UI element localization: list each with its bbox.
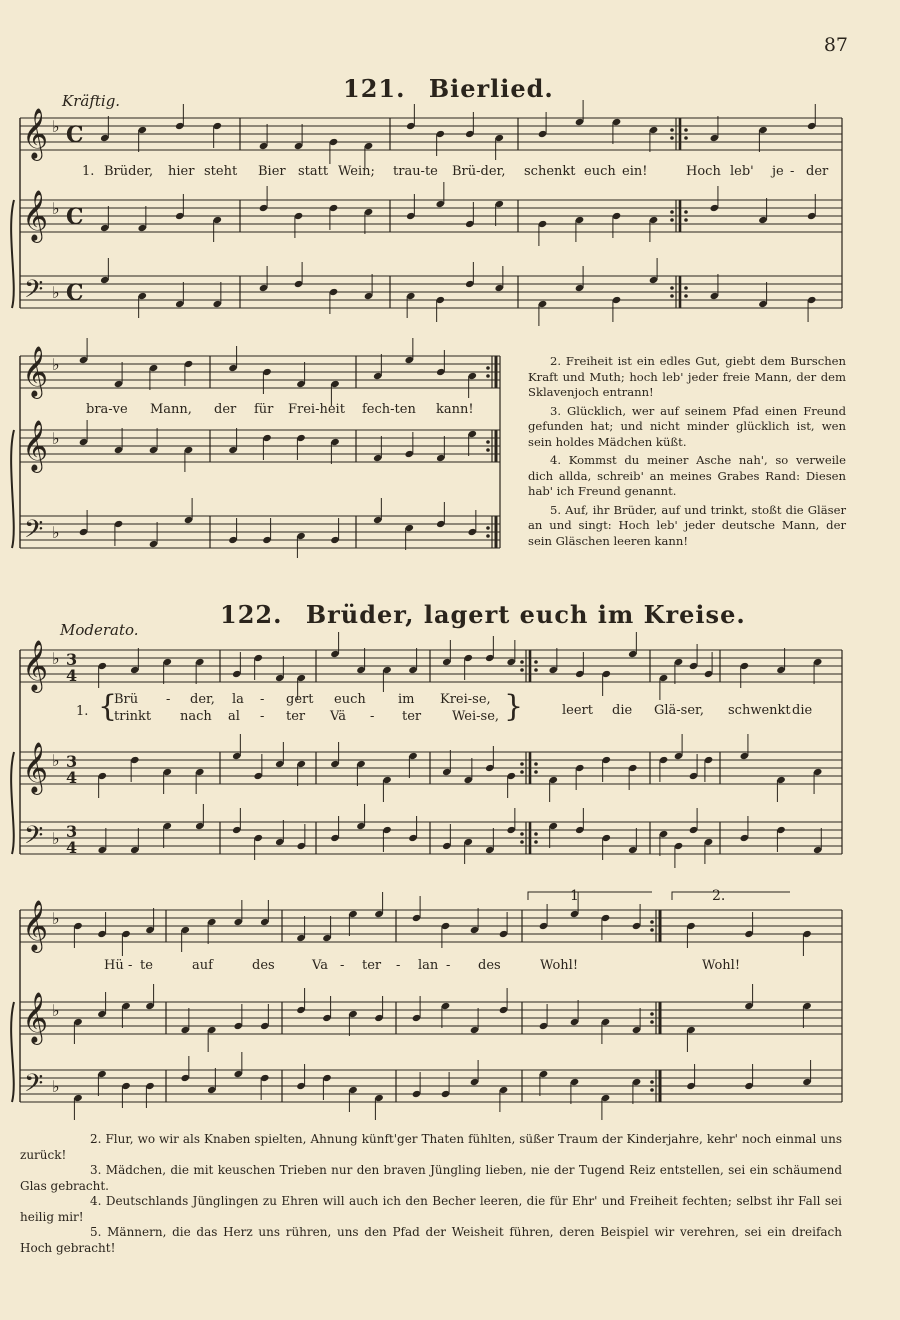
- lyric-word: euch: [334, 692, 366, 707]
- staff-brace: [11, 752, 14, 854]
- lyric-word: je: [772, 164, 784, 179]
- lyric-word: ter: [286, 709, 306, 724]
- repeat-dot: [650, 1012, 654, 1016]
- staff-brace: [11, 200, 14, 308]
- repeat-dot: [486, 448, 490, 452]
- repeat-dot: [670, 128, 674, 132]
- lyric-word: Hü: [104, 958, 124, 973]
- repeat-dot: [520, 770, 524, 774]
- lyric-word: -: [396, 958, 401, 973]
- time-signature: C: [66, 204, 84, 230]
- verse-5: 5. Auf, ihr Brüder, auf und trinkt, stoßt die Gläser an und singt: Hoch leb' jeder deutsche Mann, der sein Gläschen leeren kann!: [528, 502, 846, 548]
- repeat-dot: [534, 762, 538, 766]
- lyric-word: schenkt: [524, 164, 576, 179]
- lyric-word: al: [228, 709, 240, 724]
- brace-close: }: [504, 689, 524, 724]
- time-signature: 4: [66, 666, 78, 685]
- lyric-word: -: [166, 692, 171, 707]
- staff-brace: [11, 430, 14, 548]
- flat-sign: ♭: [52, 355, 60, 374]
- lyric-word: Vä: [330, 709, 346, 724]
- song-122-verses: [20, 1132, 842, 1256]
- repeat-dot: [670, 136, 674, 140]
- lyric-word: -: [128, 958, 133, 973]
- verse-3: 3. Glücklich, wer auf seinem Pfad einen Freund gefunden hat; und nicht minder glücklich ist, wen sein holdes Mädchen küßt.: [528, 403, 846, 449]
- flat-sign: ♭: [52, 523, 60, 542]
- repeat-dot: [520, 668, 524, 672]
- lyric-word: Bier: [258, 164, 286, 179]
- lyric-word: Brüder,: [104, 164, 154, 179]
- lyric-word: Hoch: [686, 164, 721, 179]
- flat-sign: ♭: [52, 649, 60, 668]
- lyric-word: schwenkt: [728, 703, 791, 718]
- treble-clef: 𝄞: [22, 900, 49, 951]
- flat-sign: ♭: [52, 751, 60, 770]
- brace-open: {: [98, 689, 118, 724]
- repeat-dot: [650, 928, 654, 932]
- lyric-word: leert: [562, 703, 593, 718]
- repeat-dot: [534, 668, 538, 672]
- lyric-word: des: [478, 958, 501, 973]
- flat-sign: ♭: [52, 117, 60, 136]
- lyric-word: leb': [730, 164, 754, 179]
- bass-clef: 𝄢: [24, 821, 44, 856]
- lyric-word: 1.: [82, 164, 95, 179]
- flat-sign: ♭: [52, 1001, 60, 1020]
- lyric-word: Va: [312, 958, 328, 973]
- repeat-dot: [684, 210, 688, 214]
- volta-bracket: [528, 892, 652, 900]
- lyric-word: ein!: [622, 164, 648, 179]
- lyric-word: Wein;: [338, 164, 375, 179]
- time-signature: C: [66, 280, 84, 306]
- repeat-dot: [684, 128, 688, 132]
- repeat-dot: [650, 1088, 654, 1092]
- lyric-word: Wohl!: [702, 958, 741, 973]
- flat-sign: ♭: [52, 829, 60, 848]
- repeat-dot: [534, 770, 538, 774]
- lyric-word: hier: [168, 164, 195, 179]
- flat-sign: ♭: [52, 1077, 60, 1096]
- time-signature: 4: [66, 838, 78, 857]
- repeat-dot: [534, 832, 538, 836]
- repeat-dot: [534, 660, 538, 664]
- lyric-word: euch: [584, 164, 616, 179]
- lyric-word: der: [806, 164, 829, 179]
- time-signature: 3: [66, 650, 78, 669]
- time-signature: 3: [66, 752, 78, 771]
- lyric-word: bra-ve: [86, 402, 128, 417]
- lyric-word: -: [260, 692, 265, 707]
- lyric-word: die: [792, 703, 813, 718]
- repeat-dot: [684, 294, 688, 298]
- verse-4: 4. Kommst du meiner Asche nah', so verweile dich allda, schreib' an meines Grabes Rand: Diesen hab' ich Freund genannt.: [528, 453, 846, 498]
- lyric-word: steht: [204, 164, 238, 179]
- lyric-word: trinkt: [114, 709, 152, 724]
- flat-sign: ♭: [52, 199, 60, 218]
- lyric-word: -: [790, 164, 795, 179]
- lyric-word: ter: [402, 709, 422, 724]
- flat-sign: ♭: [52, 909, 60, 928]
- repeat-dot: [520, 762, 524, 766]
- lyric-word: im: [398, 692, 415, 707]
- flat-sign: ♭: [52, 283, 60, 302]
- repeat-dot: [684, 218, 688, 222]
- song-121-verses: [528, 354, 846, 552]
- repeat-dot: [670, 210, 674, 214]
- repeat-dot: [684, 136, 688, 140]
- staff-brace: [11, 1002, 14, 1102]
- time-signature: 3: [66, 822, 78, 841]
- verse-2: 2. Flur, wo wir als Knaben spielten, Ahnung künft'ger Thaten fühlten, süßer Traum der Kinderjahre, kehr' noch einmal uns zurück!: [20, 1132, 842, 1162]
- time-signature: 4: [66, 768, 78, 787]
- lyric-word: für: [254, 402, 274, 417]
- repeat-dot: [520, 832, 524, 836]
- lyric-word: -: [370, 709, 375, 724]
- lyric-word: -: [446, 958, 451, 973]
- repeat-dot: [670, 218, 674, 222]
- treble-clef: 𝄞: [22, 742, 49, 793]
- lyric-word: fech-ten: [362, 402, 416, 417]
- repeat-dot: [684, 286, 688, 290]
- lyric-word: Frei-heit: [288, 402, 345, 417]
- lyric-word: der,: [190, 692, 215, 707]
- repeat-dot: [650, 1080, 654, 1084]
- treble-clef: 𝄞: [22, 992, 49, 1043]
- treble-clef: 𝄞: [22, 108, 49, 159]
- treble-clef: 𝄞: [22, 190, 49, 241]
- treble-clef: 𝄞: [22, 420, 49, 471]
- repeat-dot: [670, 286, 674, 290]
- repeat-dot: [534, 840, 538, 844]
- lyric-word: der: [214, 402, 237, 417]
- lyric-word: trau-te: [393, 164, 438, 179]
- lyric-word: lan: [418, 958, 439, 973]
- tempo-kraeftig: Kräftig.: [62, 92, 121, 110]
- lyric-word: Mann,: [150, 402, 192, 417]
- repeat-dot: [520, 660, 524, 664]
- repeat-dot: [520, 840, 524, 844]
- verse-2: 2. Freiheit ist ein edles Gut, giebt dem Burschen Kraft und Muth; hoch leb' jeder freie Mann, der dem Sklavenjoch entrann!: [528, 354, 846, 399]
- lyric-word: Glä-ser,: [654, 703, 704, 718]
- repeat-dot: [486, 534, 490, 538]
- lyric-word: la: [232, 692, 244, 707]
- tempo-moderato: Moderato.: [60, 621, 139, 639]
- volta-1: 1: [570, 888, 579, 904]
- lyric-word: te: [140, 958, 153, 973]
- song-122-title: [220, 600, 746, 629]
- treble-clef: 𝄞: [22, 346, 49, 397]
- volta-2: 2.: [712, 888, 726, 904]
- lyric-word: Krei-se,: [440, 692, 491, 707]
- verse-4: 4. Deutschlands Jünglingen zu Ehren will auch ich den Becher leeren, die für Ehr' und Freiheit fechten; selbst ihr Fall sei heilig mir!: [20, 1194, 842, 1224]
- repeat-dot: [486, 526, 490, 530]
- lyric-word: -: [340, 958, 345, 973]
- lyric-word: des: [252, 958, 275, 973]
- lyric-word: Wei-se,: [452, 709, 500, 724]
- repeat-dot: [486, 366, 490, 370]
- repeat-dot: [650, 1020, 654, 1024]
- song-122-verse-number: 1.: [76, 704, 89, 719]
- volta-bracket: [672, 892, 790, 900]
- bass-clef: 𝄢: [24, 1069, 44, 1104]
- lyric-word: kann!: [436, 402, 474, 417]
- lyric-word: ter: [362, 958, 382, 973]
- verse-5: 5. Männern, die das Herz uns rühren, uns den Pfad der Weisheit führen, deren Beispiel wir verehren, sei ein dreifach Hoch gebracht!: [20, 1225, 842, 1255]
- lyric-word: Brü: [114, 692, 139, 707]
- flat-sign: ♭: [52, 429, 60, 448]
- bass-clef: 𝄢: [24, 515, 44, 550]
- repeat-dot: [650, 920, 654, 924]
- song-121-number: 121.: [343, 74, 406, 103]
- song-122-number: 122.: [220, 600, 283, 629]
- lyric-word: gert: [286, 692, 314, 707]
- lyric-word: auf: [192, 958, 213, 973]
- time-signature: C: [66, 122, 84, 148]
- lyric-word: statt: [298, 164, 329, 179]
- lyric-word: nach: [180, 709, 212, 724]
- song-122-name: Brüder, lagert euch im Kreise.: [305, 600, 746, 629]
- repeat-dot: [486, 374, 490, 378]
- treble-clef: 𝄞: [22, 640, 49, 691]
- repeat-dot: [670, 294, 674, 298]
- song-121-name: Bierlied.: [428, 74, 554, 103]
- page-number: 87: [823, 34, 848, 56]
- lyric-word: Brü-der,: [452, 164, 506, 179]
- verse-3: 3. Mädchen, die mit keuschen Trieben nur den braven Jüngling lieben, nie der Tugend Reiz entstellen, sei ein schäumend Glas gebracht.: [20, 1163, 842, 1193]
- lyric-word: -: [260, 709, 265, 724]
- lyric-word: die: [612, 703, 633, 718]
- lyric-word: Wohl!: [540, 958, 579, 973]
- bass-clef: 𝄢: [24, 275, 44, 310]
- repeat-dot: [486, 440, 490, 444]
